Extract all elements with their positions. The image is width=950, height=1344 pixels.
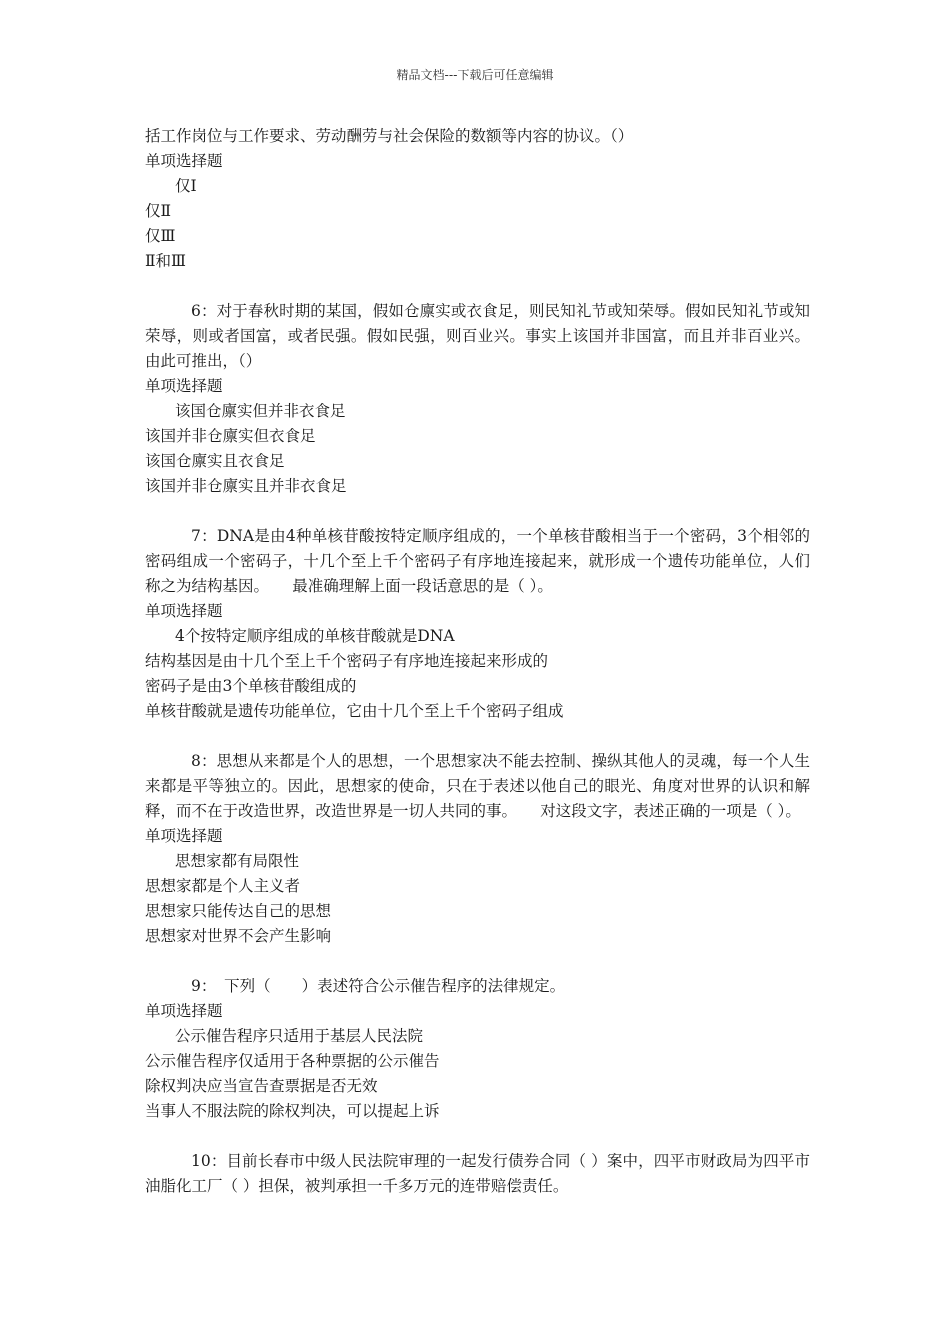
option-c: 该国仓廪实且衣食足 [145, 452, 285, 470]
question-9 [145, 974, 810, 1124]
option-b: 思想家都是个人主义者 [145, 877, 301, 895]
question-type: 单项选择题 [145, 1002, 223, 1020]
question-8 [145, 749, 810, 949]
option-d: Ⅱ和Ⅲ [145, 252, 186, 270]
option-c: 密码子是由3个单核苷酸组成的 [145, 677, 357, 695]
question-text: 7：DNA是由4种单核苷酸按特定顺序组成的，一个单核苷酸相当于一个密码，3个相邻的密码组成一个密码子，十几个至上千个密码子有序地连接起来，就形成一个遗传功能单位，人们称之为结构基因。 最准确理解上面一段话意思的是（ ）。 [145, 527, 810, 595]
question-type: 单项选择题 [145, 377, 223, 395]
question-text: 9： 下列（ ）表述符合公示催告程序的法律规定。 [191, 977, 566, 995]
option-d: 该国并非仓廪实且并非衣食足 [145, 477, 347, 495]
option-c: 仅Ⅲ [145, 227, 176, 245]
document-body [145, 124, 810, 1199]
question-text: 10：目前长春市中级人民法院审理的一起发行债券合同（ ）案中，四平市财政局为四平市油脂化工厂（ ）担保，被判承担一千多万元的连带赔偿责任。 [145, 1152, 810, 1195]
option-c: 思想家只能传达自己的思想 [145, 902, 332, 920]
question-type: 单项选择题 [145, 827, 223, 845]
question-10 [145, 1149, 810, 1199]
page-header: 精品文档---下载后可任意编辑 [396, 68, 554, 82]
question-type: 单项选择题 [145, 602, 223, 620]
option-d: 思想家对世界不会产生影响 [145, 927, 332, 945]
option-a: 思想家都有局限性 [175, 852, 300, 870]
option-a: 4个按特定顺序组成的单核苷酸就是DNA [175, 627, 455, 645]
question-6 [145, 299, 810, 499]
intro-block [145, 124, 810, 274]
option-d: 当事人不服法院的除权判决，可以提起上诉 [145, 1102, 440, 1120]
option-b: 公示催告程序仅适用于各种票据的公示催告 [145, 1052, 440, 1070]
option-d: 单核苷酸就是遗传功能单位，它由十几个至上千个密码子组成 [145, 702, 564, 720]
option-b: 仅Ⅱ [145, 202, 172, 220]
question-text-continued: 括工作岗位与工作要求、劳动酬劳与社会保险的数额等内容的协议。（） [145, 127, 634, 145]
question-7 [145, 524, 810, 724]
option-a: 该国仓廪实但并非衣食足 [175, 402, 346, 420]
option-b: 该国并非仓廪实但衣食足 [145, 427, 316, 445]
question-text: 8：思想从来都是个人的思想，一个思想家决不能去控制、操纵其他人的灵魂，每一个人生来都是平等独立的。因此，思想家的使命，只在于表述以他自己的眼光、角度对世界的认识和解释，而不在于改造世界，改造世界是一切人共同的事。 对这段文字，表述正确的一项是（ ）。 [145, 752, 810, 820]
option-b: 结构基因是由十几个至上千个密码子有序地连接起来形成的 [145, 652, 549, 670]
question-text: 6：对于春秋时期的某国，假如仓廪实或衣食足，则民知礼节或知荣辱。假如民知礼节或知荣辱，则或者国富，或者民强。假如民强，则百业兴。事实上该国并非国富，而且并非百业兴。由此可推出，（） [145, 302, 810, 370]
option-c: 除权判决应当宣告查票据是否无效 [145, 1077, 378, 1095]
question-type: 单项选择题 [145, 152, 223, 170]
option-a: 公示催告程序只适用于基层人民法院 [175, 1027, 424, 1045]
option-a: 仅Ⅰ [175, 177, 197, 195]
